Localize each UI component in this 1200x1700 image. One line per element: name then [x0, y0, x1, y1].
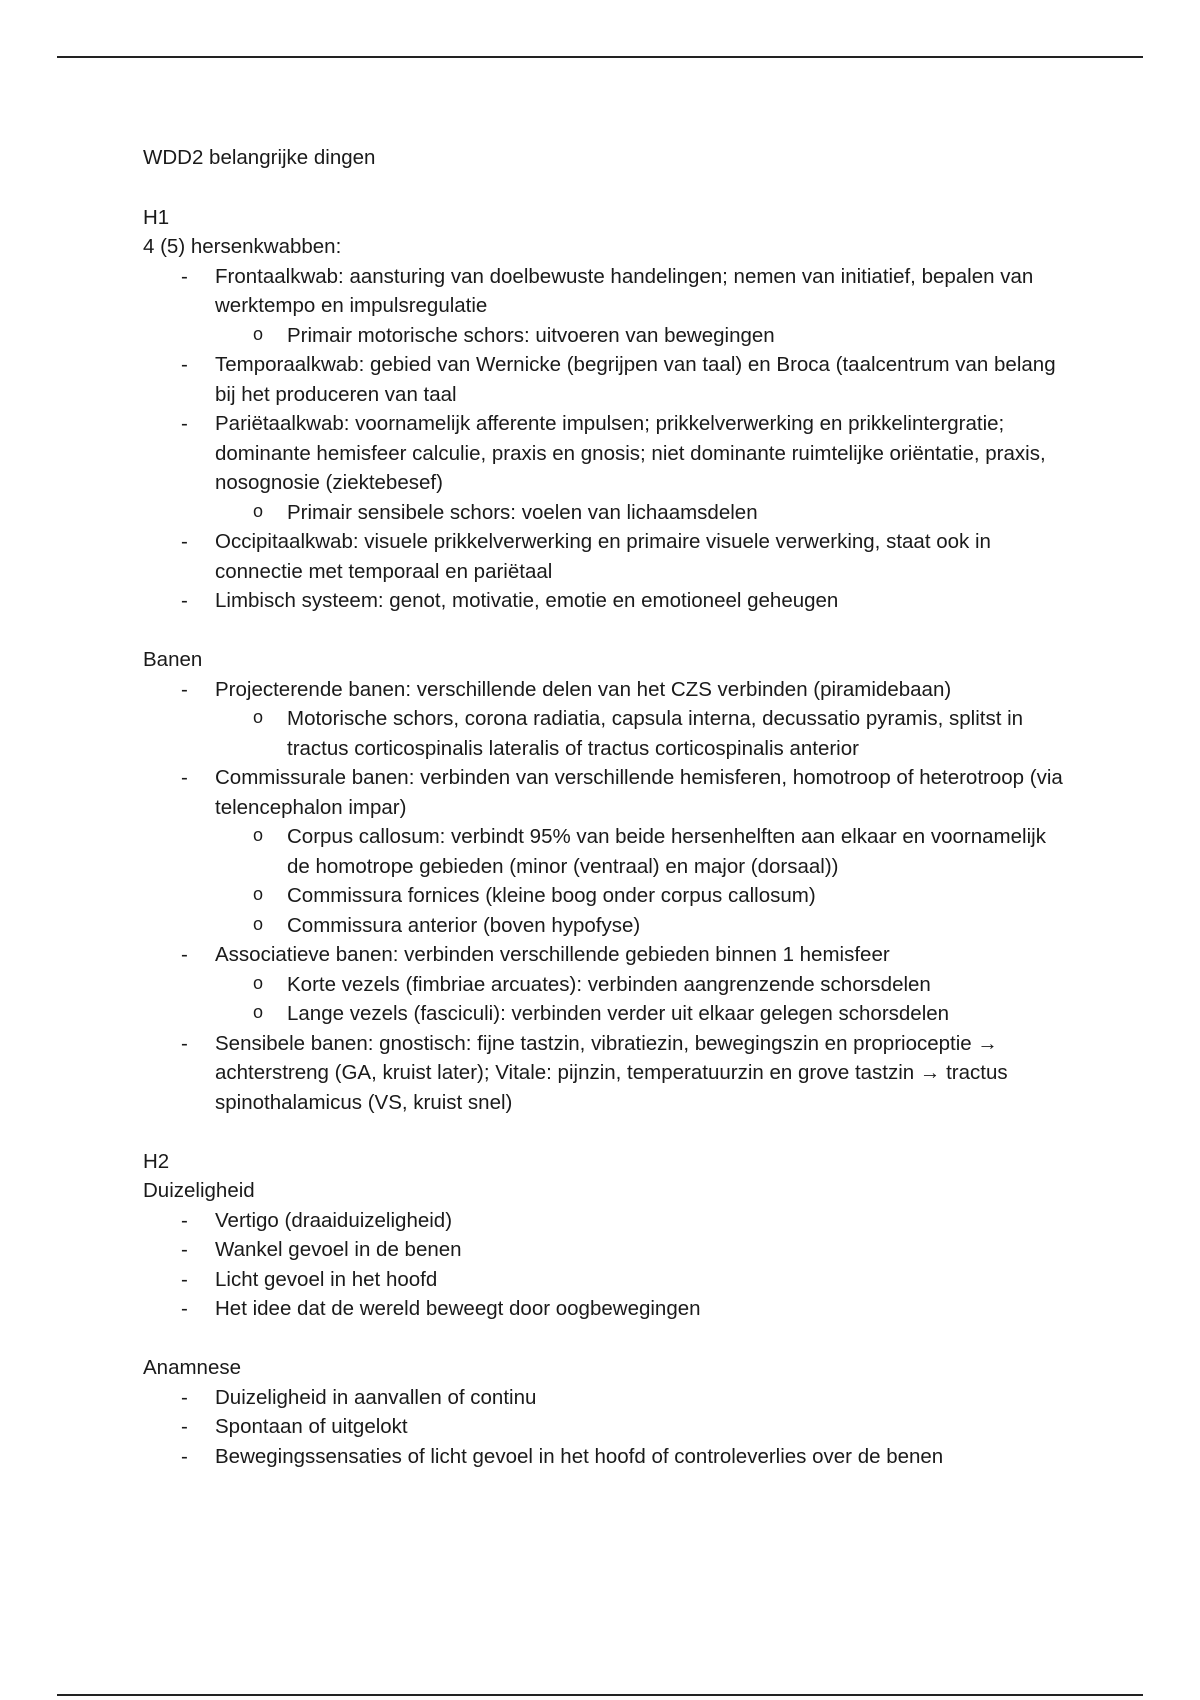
list-item — [143, 1294, 1073, 1324]
section — [143, 1147, 1073, 1324]
list-item — [143, 1029, 1073, 1118]
list-item — [143, 1265, 1073, 1295]
list-item — [143, 1442, 1073, 1472]
list-item — [143, 262, 1073, 351]
list-item — [143, 1206, 1073, 1236]
list-item — [143, 675, 1073, 764]
list-item-text: Licht gevoel in het hoofd — [215, 1267, 438, 1291]
bullet-list — [143, 1206, 1073, 1324]
bullet-list — [143, 262, 1073, 616]
document-title: WDD2 belangrijke dingen — [143, 146, 376, 169]
sub-list-item: o Motorische schors, corona radiatia, capsula interna, decussatio pyramis, splitst in tractus corticospinalis lateralis of tractus corticospinalis anterior — [215, 704, 1073, 763]
list-item — [143, 409, 1073, 527]
sub-list-item: o Commissura fornices (kleine boog onder corpus callosum) — [215, 881, 1073, 911]
sub-bullet-list — [215, 970, 1073, 1029]
document-page — [143, 143, 1073, 1471]
list-item — [143, 1412, 1073, 1442]
bullet-list — [143, 675, 1073, 1118]
sub-bullet-list — [215, 822, 1073, 940]
sub-list-item: o Lange vezels (fasciculi): verbinden verder uit elkaar gelegen schorsdelen — [215, 999, 1073, 1029]
header-rule — [57, 56, 1143, 58]
list-item-text: Temporaalkwab: gebied van Wernicke (begrijpen van taal) en Broca (taalcentrum van belang bij het produceren van taal — [215, 353, 1056, 406]
list-item-text: Bewegingssensaties of licht gevoel in het hoofd of controleverlies over de benen — [215, 1444, 944, 1468]
section-subheading: 4 (5) hersenkwabben: — [143, 235, 342, 258]
sub-list-item: o Primair sensibele schors: voelen van lichaamsdelen — [215, 498, 1073, 528]
footer-rule — [57, 1694, 1143, 1696]
list-item-text: Het idee dat de wereld beweegt door oogbewegingen — [215, 1297, 701, 1320]
sub-bullet-list — [215, 321, 1073, 351]
section-heading: Banen — [143, 648, 203, 671]
list-item-text: Projecterende banen: verschillende delen van het CZS verbinden (piramidebaan) — [215, 677, 952, 701]
document-body — [143, 203, 1073, 1472]
list-item-text: Spontaan of uitgelokt — [215, 1415, 408, 1438]
list-item — [143, 940, 1073, 1029]
list-item-text: Commissurale banen: verbinden van verschillende hemisferen, homotroop of heterotroop (via telencephalon impar) — [215, 766, 1063, 819]
list-item-text: Sensibele banen: gnostisch: fijne tastzin, vibratiezin, bewegingszin en proprioceptie → achterstreng (GA, kruist later); Vitale: pijnzin, temperatuurzin en grove tastzin → tractus spinothalamicus (VS, kruist snel) — [215, 1031, 1008, 1114]
section — [143, 203, 1073, 616]
list-item — [143, 1235, 1073, 1265]
list-item-text: Associatieve banen: verbinden verschillende gebieden binnen 1 hemisfeer — [215, 943, 890, 966]
bullet-list — [143, 1383, 1073, 1472]
list-item — [143, 763, 1073, 940]
section-subheading: Duizeligheid — [143, 1179, 255, 1202]
section-heading: H1 — [143, 205, 170, 229]
list-item-text: Wankel gevoel in de benen — [215, 1238, 462, 1261]
list-item-text: Frontaalkwab: aansturing van doelbewuste handelingen; nemen van initiatief, bepalen van werktempo en impulsregulatie — [215, 264, 1034, 317]
sub-list-item: o Primair motorische schors: uitvoeren van bewegingen — [215, 321, 1073, 351]
list-item — [143, 586, 1073, 616]
sub-list-item: o Korte vezels (fimbriae arcuates): verbinden aangrenzende schorsdelen — [215, 970, 1073, 1000]
list-item-text: Limbisch systeem: genot, motivatie, emotie en emotioneel geheugen — [215, 589, 839, 612]
list-item-text: Pariëtaalkwab: voornamelijk afferente impulsen; prikkelverwerking en prikkelintergratie; dominante hemisfeer calculie, praxis en gnosis; niet dominante ruimtelijke oriëntatie, praxis, nosognosie (ziektebesef) — [215, 412, 1046, 494]
list-item — [143, 350, 1073, 409]
list-item-text: Vertigo (draaiduizeligheid) — [215, 1208, 453, 1232]
section — [143, 645, 1073, 1117]
sub-list-item: o Corpus callosum: verbindt 95% van beide hersenhelften aan elkaar en voornamelijk de homotrope gebieden (minor (ventraal) en major (dorsaal)) — [215, 822, 1073, 881]
sub-list-item: o Commissura anterior (boven hypofyse) — [215, 911, 1073, 941]
sub-bullet-list — [215, 498, 1073, 528]
list-item — [143, 527, 1073, 586]
section-heading: H2 — [143, 1149, 170, 1173]
list-item-text: Duizeligheid in aanvallen of continu — [215, 1385, 537, 1409]
list-item — [143, 1383, 1073, 1413]
list-item-text: Occipitaalkwab: visuele prikkelverwerking en primaire visuele verwerking, staat ook in connectie met temporaal en pariëtaal — [215, 530, 991, 583]
sub-bullet-list — [215, 704, 1073, 763]
section — [143, 1353, 1073, 1471]
section-heading: Anamnese — [143, 1356, 242, 1379]
